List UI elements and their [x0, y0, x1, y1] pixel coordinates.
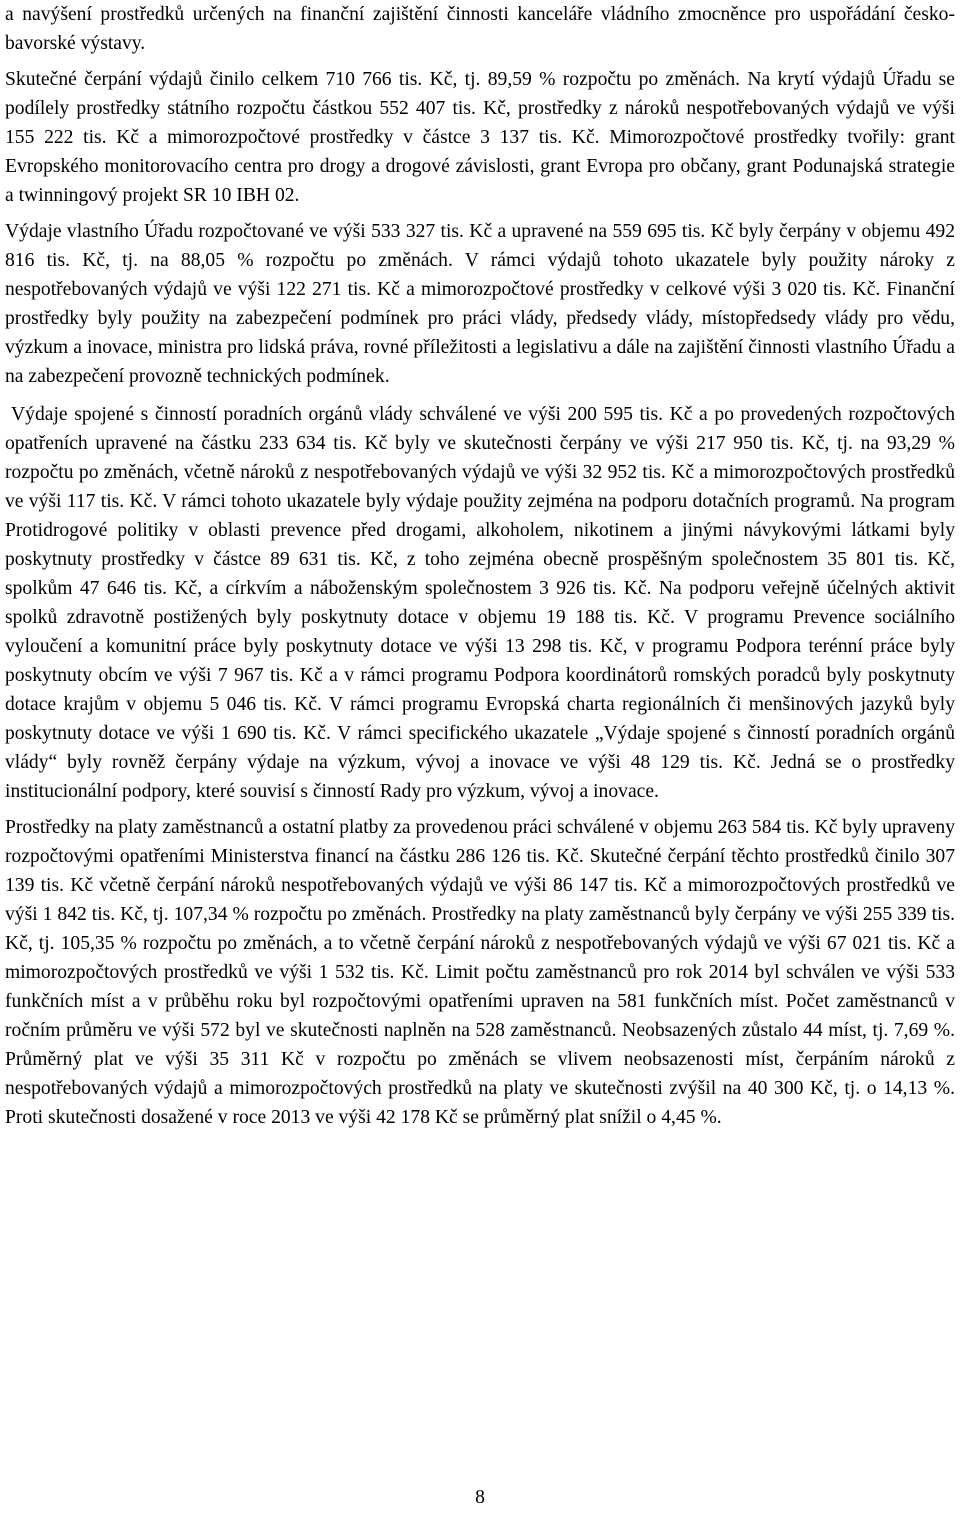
paragraph-salaries: Prostředky na platy zaměstnanců a ostatní platby za provedenou práci schválené v objemu 263 584 tis. Kč byly upraveny rozpočtovými opatřeními Ministerstva financí na částku 286 126 tis. Kč. Skutečné čerpání těchto prostředků činilo 307 139 tis. Kč včetně čerpání nároků nespotřebovaných výdajů ve výši 86 147 tis. Kč a mimorozpočtových prostředků ve výši 1 842 tis. Kč, tj. 107,34 % rozpočtu po změnách. Prostředky na platy zaměstnanců byly čerpány ve výši 255 339 tis. Kč, tj. 105,35 % rozpočtu po změnách, a to včetně čerpání nároků z nespotřebovaných výdajů ve výši 67 021 tis. Kč a mimorozpočtových prostředků ve výši 1 532 tis. Kč. Limit počtu zaměstnanců pro rok 2014 byl schválen ve výši 533 funkčních míst a v průběhu roku byl rozpočtovými opatřeními upraven na 581 funkčních míst. Počet zaměstnanců v ročním průměru ve výši 572 byl ve skutečnosti naplněn na 528 zaměstnanců. Neobsazených zůstalo 44 míst, tj. 7,69 %. Průměrný plat ve výši 35 311 Kč v rozpočtu po změnách se vlivem neobsazenosti míst, čerpáním nároků z nespotřebovaných výdajů a mimorozpočtových prostředků na platy ve skutečnosti zvýšil na 40 300 Kč, tj. o 14,13 %. Proti skutečnosti dosažené v roce 2013 ve výši 42 178 Kč se průměrný plat snížil o 4,45 %.: [5, 817, 955, 1128]
paragraph-advisory-bodies: Výdaje spojené s činností poradních orgánů vlády schválené ve výši 200 595 tis. Kč a po provedených rozpočtových opatřeních upravené na částku 233 634 tis. Kč byly ve skutečnosti čerpány ve výši 217 950 tis. Kč, tj. na 93,29 % rozpočtu po změnách, včetně nároků z nespotřebovaných výdajů ve výši 32 952 tis. Kč a mimorozpočtových prostředků ve výši 117 tis. Kč. V rámci tohoto ukazatele byly výdaje použity zejména na podporu dotačních programů. Na program Protidrogové politiky v oblasti prevence před drogami, alkoholem, nikotinem a jinými návykovými látkami byly poskytnuty prostředky v částce 89 631 tis. Kč, z toho zejména obecně prospěšným společnostem 35 801 tis. Kč, spolkům 47 646 tis. Kč, a církvím a náboženským společnostem 3 926 tis. Kč. Na podporu veřejně účelných aktivit spolků zdravotně postižených byly poskytnuty dotace v objemu 19 188 tis. Kč. V programu Prevence sociálního vyloučení a komunitní práce byly poskytnuty dotace ve výši 13 298 tis. Kč, v programu Podpora terénní práce byly poskytnuty obcím ve výši 7 967 tis. Kč a v rámci programu Podpora koordinátorů romských poradců byly poskytnuty dotace krajům v objemu 5 046 tis. Kč. V rámci programu Evropská charta regionálních či menšinových jazyků byly poskytnuty dotace ve výši 1 690 tis. Kč. V rámci specifického ukazatele „Výdaje spojené s činností poradních orgánů vlády“ byly rovněž čerpány výdaje na výzkum, vývoj a inovace ve výši 48 129 tis. Kč. Jedná se o prostředky institucionální podpory, které souvisí s činností Rady pro výzkum, vývoj a inovace.: [5, 404, 955, 802]
document-page: [5, 0, 955, 1132]
paragraph-intro-continuation: a navýšení prostředků určených na finanční zajištění činnosti kanceláře vládního zmocněnce pro uspořádání česko-bavorské výstavy.: [5, 4, 955, 54]
paragraph-office-expenses: Výdaje vlastního Úřadu rozpočtované ve výši 533 327 tis. Kč a upravené na 559 695 tis. Kč byly čerpány v objemu 492 816 tis. Kč, tj. na 88,05 % rozpočtu po změnách. V rámci výdajů tohoto ukazatele byly použity nároky z nespotřebovaných výdajů ve výši 122 271 tis. Kč a mimorozpočtové prostředky v celkové výši 3 020 tis. Kč. Finanční prostředky byly použity na zabezpečení podmínek pro práci vlády, předsedy vlády, místopředsedy vlády pro vědu, výzkum a inovace, ministra pro lidská práva, rovné příležitosti a legislativu a dále na zajištění činnosti vlastního Úřadu a na zabezpečení provozně technických podmínek.: [5, 221, 955, 387]
page-number: 8: [475, 1487, 485, 1508]
paragraph-total-spending: Skutečné čerpání výdajů činilo celkem 710 766 tis. Kč, tj. 89,59 % rozpočtu po změnách. Na krytí výdajů Úřadu se podílely prostředky státního rozpočtu částkou 552 407 tis. Kč, prostředky z nároků nespotřebovaných výdajů ve výši 155 222 tis. Kč a mimorozpočtové prostředky v částce 3 137 tis. Kč. Mimorozpočtové prostředky tvořily: grant Evropského monitorovacího centra pro drogy a drogové závislosti, grant Evropa pro občany, grant Podunajská strategie a twinningový projekt SR 10 IBH 02.: [5, 69, 955, 206]
